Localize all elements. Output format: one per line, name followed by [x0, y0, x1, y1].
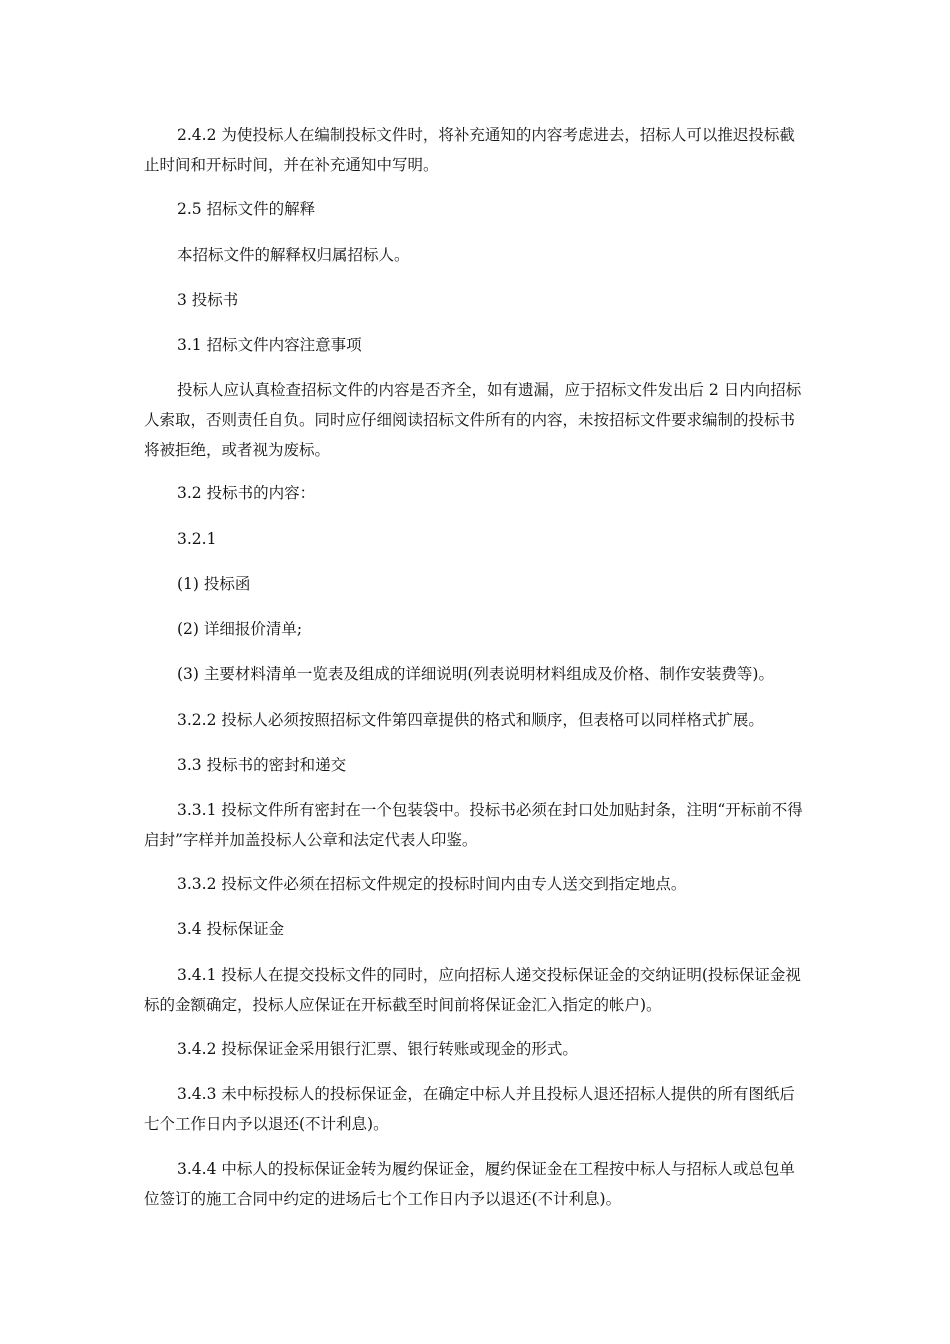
paragraph-3-3-1: 3.3.1 投标文件所有密封在一个包装袋中。投标书必须在封口处加贴封条，注明“开标前不得启封”字样并加盖投标人公章和法定代表人印鉴。 [144, 801, 803, 849]
heading-3-4: 3.4 投标保证金 [177, 920, 285, 938]
paragraph-3-4-1: 3.4.1 投标人在提交投标文件的同时，应向招标人递交投标保证金的交纳证明(投标保证金视标的金额确定，投标人应保证在开标截至时间前将保证金汇入指定的帐户)。 [144, 966, 801, 1014]
heading-3-3: 3.3 投标书的密封和递交 [177, 756, 347, 774]
heading-3-2-1: 3.2.1 [177, 530, 217, 548]
paragraph-3-4-4: 3.4.4 中标人的投标保证金转为履约保证金，履约保证金在工程按中标人与招标人或总包单位签订的施工合同中约定的进场后七个工作日内予以退还(不计利息)。 [144, 1160, 795, 1208]
paragraph-3-1-body: 投标人应认真检查招标文件的内容是否齐全，如有遗漏，应于招标文件发出后 2 日内向招标人索取，否则责任自负。同时应仔细阅读招标文件所有的内容，未按招标文件要求编制的投标书将被拒绝，或者视为废标。 [144, 381, 802, 459]
paragraph-2-4-2: 2.4.2 为使投标人在编制投标文件时，将补充通知的内容考虑进去，招标人可以推迟投标截止时间和开标时间，并在补充通知中写明。 [144, 126, 795, 174]
paragraph-3-4-3: 3.4.3 未中标投标人的投标保证金，在确定中标人并且投标人退还招标人提供的所有图纸后七个工作日内予以退还(不计利息)。 [144, 1085, 795, 1133]
list-item-2: (2) 详细报价清单; [177, 620, 303, 638]
paragraph-3-2-2: 3.2.2 投标人必须按照招标文件第四章提供的格式和顺序，但表格可以同样格式扩展。 [177, 711, 764, 729]
list-item-3: (3) 主要材料清单一览表及组成的详细说明(列表说明材料组成及价格、制作安装费等)。 [177, 665, 774, 683]
heading-3-2: 3.2 投标书的内容： [177, 484, 316, 502]
heading-3: 3 投标书 [177, 291, 239, 309]
heading-2-5: 2.5 招标文件的解释 [177, 200, 316, 218]
paragraph-3-4-2: 3.4.2 投标保证金采用银行汇票、银行转账或现金的形式。 [177, 1040, 578, 1058]
list-item-1: (1) 投标函 [177, 575, 251, 593]
paragraph-interpretation: 本招标文件的解释权归属招标人。 [177, 246, 410, 264]
heading-3-1: 3.1 招标文件内容注意事项 [177, 336, 362, 354]
paragraph-3-3-2: 3.3.2 投标文件必须在招标文件规定的投标时间内由专人送交到指定地点。 [177, 875, 687, 893]
